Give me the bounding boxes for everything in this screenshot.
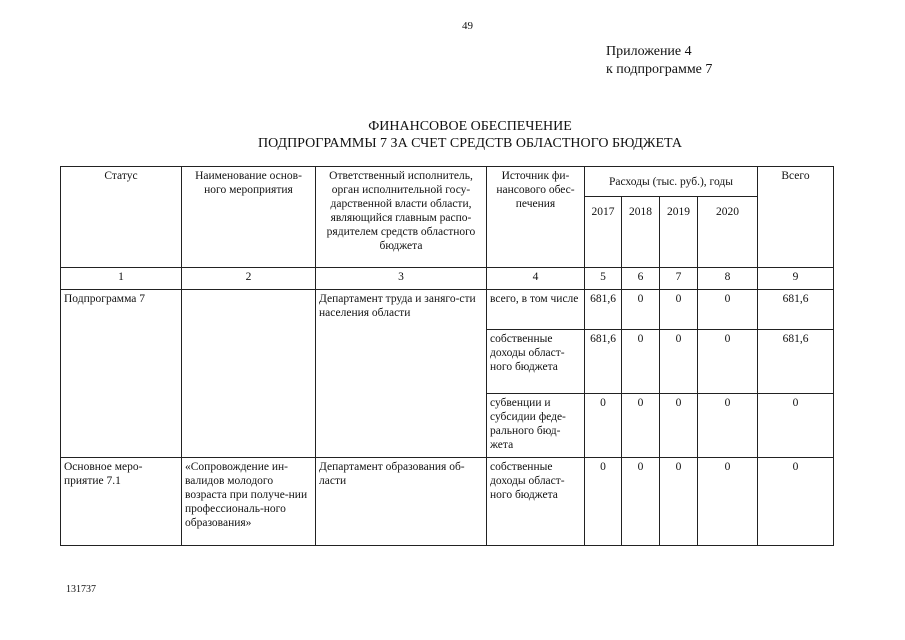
header-funding-source: Источник фи-нансового обес-печения <box>487 167 585 268</box>
funding-source: субвенции и субсидии феде-рального бюд-жета <box>487 394 585 458</box>
activity-status: Основное меро-приятие 7.1 <box>61 458 182 546</box>
column-number: 4 <box>487 268 585 290</box>
value-2019: 0 <box>660 458 698 546</box>
funding-source: собственные доходы област-ного бюджета <box>487 330 585 394</box>
header-year-2018: 2018 <box>622 197 660 268</box>
header-activity-name: Наименование основ-ного мероприятия <box>182 167 316 268</box>
value-2019: 0 <box>660 394 698 458</box>
appendix-label <box>606 43 712 79</box>
header-executor: Ответственный исполнитель, орган исполнительной госу-дарственной власти области, являющийся главным распо-рядителем средств областного бюджета <box>316 167 487 268</box>
subprogram-activity-name <box>182 290 316 458</box>
column-number: 6 <box>622 268 660 290</box>
column-number: 9 <box>758 268 834 290</box>
value-2020: 0 <box>698 330 758 394</box>
table-row <box>61 290 834 330</box>
value-total: 0 <box>758 458 834 546</box>
title-line-2: ПОДПРОГРАММЫ 7 ЗА СЧЕТ СРЕДСТВ ОБЛАСТНОГО БЮДЖЕТА <box>258 136 682 151</box>
header-year-2020: 2020 <box>698 197 758 268</box>
financing-table <box>60 166 834 546</box>
value-2017: 0 <box>585 394 622 458</box>
column-number: 3 <box>316 268 487 290</box>
header-expenses: Расходы (тыс. руб.), годы <box>585 167 758 197</box>
header-year-2017: 2017 <box>585 197 622 268</box>
value-2020: 0 <box>698 458 758 546</box>
funding-source: всего, в том числе <box>487 290 585 330</box>
column-numbers-row <box>61 268 834 290</box>
column-number: 8 <box>698 268 758 290</box>
column-number: 1 <box>61 268 182 290</box>
subprogram-executor: Департамент труда и заняго-сти населения области <box>316 290 487 458</box>
value-2018: 0 <box>622 330 660 394</box>
value-2019: 0 <box>660 330 698 394</box>
value-total: 0 <box>758 394 834 458</box>
value-2017: 681,6 <box>585 330 622 394</box>
table-row <box>61 458 834 546</box>
column-number: 7 <box>660 268 698 290</box>
header-total: Всего <box>758 167 834 268</box>
title-line-1: ФИНАНСОВОЕ ОБЕСПЕЧЕНИЕ <box>368 119 572 134</box>
value-total: 681,6 <box>758 290 834 330</box>
activity-executor: Департамент образования об-ласти <box>316 458 487 546</box>
value-total: 681,6 <box>758 330 834 394</box>
value-2020: 0 <box>698 290 758 330</box>
appendix-line-1: Приложение 4 <box>606 44 692 59</box>
subprogram-status: Подпрограмма 7 <box>61 290 182 458</box>
value-2020: 0 <box>698 394 758 458</box>
header-year-2019: 2019 <box>660 197 698 268</box>
page-number: 49 <box>462 20 473 32</box>
value-2018: 0 <box>622 394 660 458</box>
header-status: Статус <box>61 167 182 268</box>
footer-code: 131737 <box>66 584 96 595</box>
column-number: 5 <box>585 268 622 290</box>
column-number: 2 <box>182 268 316 290</box>
funding-source: собственные доходы област-ного бюджета <box>487 458 585 546</box>
value-2018: 0 <box>622 290 660 330</box>
activity-name: «Сопровождение ин-валидов молодого возраста при получе-нии профессиональ-ного образования» <box>182 458 316 546</box>
appendix-line-2: к подпрограмме 7 <box>606 62 713 77</box>
value-2017: 681,6 <box>585 290 622 330</box>
value-2018: 0 <box>622 458 660 546</box>
value-2017: 0 <box>585 458 622 546</box>
document-title <box>0 118 905 152</box>
value-2019: 0 <box>660 290 698 330</box>
